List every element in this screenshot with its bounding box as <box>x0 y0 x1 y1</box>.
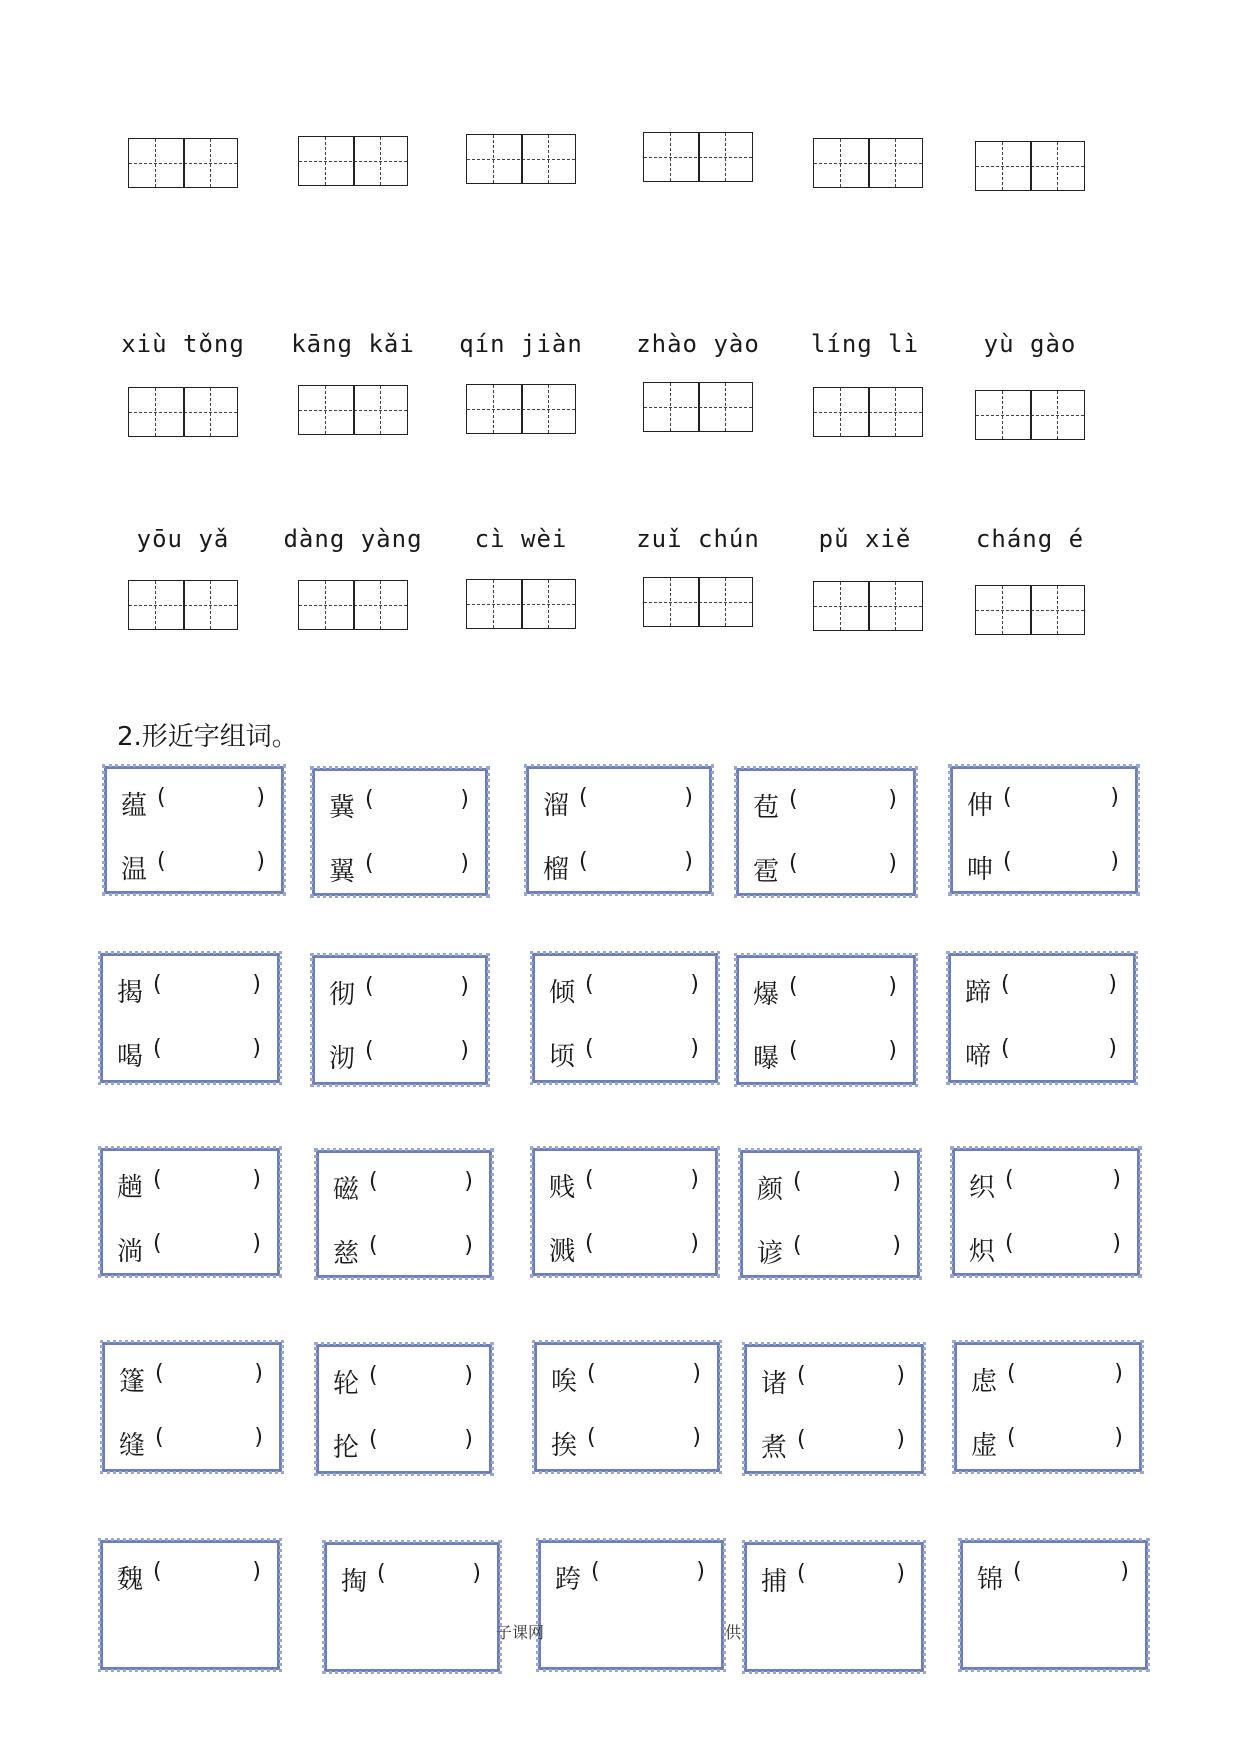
target-character: 曝 <box>753 1044 780 1074</box>
word-group-line[interactable] <box>753 851 903 885</box>
writing-grid[interactable] <box>298 385 408 435</box>
word-group-line[interactable] <box>967 849 1125 883</box>
answer-paren-open: ( <box>797 1363 806 1388</box>
answer-paren-open: ( <box>789 1038 798 1063</box>
answer-paren-open: ( <box>789 787 798 812</box>
target-character: 炽 <box>969 1237 996 1267</box>
word-group-box <box>740 1150 920 1278</box>
target-character: 锦 <box>977 1565 1004 1595</box>
word-group-line[interactable] <box>971 1361 1129 1395</box>
target-character: 挨 <box>551 1431 578 1461</box>
target-character: 煮 <box>761 1433 788 1463</box>
target-character: 趟 <box>117 1173 144 1203</box>
pinyin-label: zuǐ chún <box>636 525 760 553</box>
word-group-line[interactable] <box>977 1559 1135 1593</box>
writing-grid[interactable] <box>298 136 408 186</box>
answer-paren-open: ( <box>1005 1167 1014 1192</box>
word-group-line[interactable] <box>119 1425 269 1459</box>
writing-grid[interactable] <box>643 577 753 627</box>
answer-paren-open: ( <box>591 1559 600 1584</box>
word-group-box <box>316 1150 492 1278</box>
answer-paren-close: ) <box>254 1425 263 1450</box>
pinyin-label: zhào yào <box>636 330 760 358</box>
target-character: 捕 <box>761 1567 788 1597</box>
target-character: 顷 <box>549 1042 576 1072</box>
answer-paren-close: ) <box>896 1363 905 1388</box>
word-group-line[interactable] <box>757 1233 907 1267</box>
answer-paren-close: ) <box>690 1231 699 1256</box>
answer-paren-close: ) <box>690 972 699 997</box>
answer-paren-open: ( <box>585 1231 594 1256</box>
answer-paren-close: ) <box>1110 849 1119 874</box>
word-group-line[interactable] <box>965 1036 1123 1070</box>
target-character: 喝 <box>117 1042 144 1072</box>
word-group-line[interactable] <box>969 1167 1127 1201</box>
target-character: 冀 <box>329 793 356 823</box>
answer-paren-open: ( <box>365 851 374 876</box>
answer-paren-open: ( <box>585 1167 594 1192</box>
answer-paren-close: ) <box>256 849 265 874</box>
writing-grid[interactable] <box>813 581 923 631</box>
target-character: 跨 <box>555 1565 582 1595</box>
answer-paren-close: ) <box>464 1427 473 1452</box>
answer-paren-open: ( <box>587 1361 596 1386</box>
word-group-line[interactable] <box>543 849 699 883</box>
answer-paren-open: ( <box>153 972 162 997</box>
writing-grid[interactable] <box>813 387 923 437</box>
word-group-line[interactable] <box>549 1231 705 1265</box>
answer-paren-close: ) <box>692 1361 701 1386</box>
word-group-box <box>948 953 1136 1083</box>
word-group-line[interactable] <box>761 1363 911 1397</box>
word-group-line[interactable] <box>549 972 705 1006</box>
word-group-line[interactable] <box>969 1231 1127 1265</box>
writing-grid[interactable] <box>466 579 576 629</box>
target-character: 磁 <box>333 1175 360 1205</box>
word-group-box <box>104 766 284 894</box>
answer-paren-close: ) <box>888 974 897 999</box>
pinyin-label: yōu yǎ <box>136 525 230 553</box>
answer-paren-open: ( <box>365 787 374 812</box>
answer-paren-close: ) <box>888 787 897 812</box>
word-group-box <box>744 1542 924 1672</box>
target-character: 溅 <box>549 1237 576 1267</box>
word-group-line[interactable] <box>753 974 903 1008</box>
target-character: 温 <box>121 855 148 885</box>
word-group-line[interactable] <box>117 1167 267 1201</box>
answer-paren-close: ) <box>460 1038 469 1063</box>
writing-grid[interactable] <box>975 390 1085 440</box>
answer-paren-close: ) <box>690 1036 699 1061</box>
word-group-box <box>952 1148 1140 1276</box>
target-character: 雹 <box>753 857 780 887</box>
target-character: 虚 <box>971 1431 998 1461</box>
answer-paren-close: ) <box>252 1036 261 1061</box>
word-group-line[interactable] <box>333 1427 479 1461</box>
word-group-box <box>744 1344 924 1474</box>
answer-paren-open: ( <box>1003 849 1012 874</box>
word-group-line[interactable] <box>333 1363 479 1397</box>
target-character: 彻 <box>329 980 356 1010</box>
answer-paren-open: ( <box>369 1169 378 1194</box>
pinyin-label: xiù tǒng <box>121 330 245 358</box>
answer-paren-close: ) <box>1110 785 1119 810</box>
target-character: 淌 <box>117 1237 144 1267</box>
answer-paren-close: ) <box>464 1233 473 1258</box>
pinyin-label: líng lì <box>810 330 920 358</box>
word-group-box <box>960 1540 1148 1670</box>
target-character: 颜 <box>757 1175 784 1205</box>
word-group-box <box>532 953 718 1083</box>
answer-paren-close: ) <box>252 1559 261 1584</box>
writing-grid[interactable] <box>643 132 753 182</box>
answer-paren-open: ( <box>579 849 588 874</box>
target-character: 蕴 <box>121 791 148 821</box>
word-group-line[interactable] <box>555 1559 711 1593</box>
answer-paren-close: ) <box>1114 1361 1123 1386</box>
answer-paren-open: ( <box>1007 1425 1016 1450</box>
answer-paren-open: ( <box>1013 1559 1022 1584</box>
answer-paren-open: ( <box>789 974 798 999</box>
word-group-line[interactable] <box>551 1425 707 1459</box>
word-group-box <box>954 1342 1142 1472</box>
pinyin-label: dàng yàng <box>283 525 423 553</box>
answer-paren-open: ( <box>153 1167 162 1192</box>
pinyin-label: qín jiàn <box>459 330 583 358</box>
word-group-line[interactable] <box>971 1425 1129 1459</box>
writing-grid[interactable] <box>466 384 576 434</box>
answer-paren-open: ( <box>157 849 166 874</box>
word-group-line[interactable] <box>329 787 475 821</box>
target-character: 诸 <box>761 1369 788 1399</box>
writing-grid[interactable] <box>975 585 1085 635</box>
answer-paren-close: ) <box>888 1038 897 1063</box>
word-group-box <box>950 766 1138 894</box>
pinyin-label: cì wèi <box>474 525 568 553</box>
word-group-box <box>736 768 916 896</box>
target-character: 轮 <box>333 1369 360 1399</box>
word-group-box <box>312 768 488 896</box>
target-character: 蹄 <box>965 978 992 1008</box>
target-character: 慈 <box>333 1239 360 1269</box>
pinyin-label: pǔ xiě <box>818 525 912 553</box>
target-character: 织 <box>969 1173 996 1203</box>
answer-paren-open: ( <box>789 851 798 876</box>
word-group-box <box>100 953 280 1083</box>
word-group-box <box>324 1542 500 1672</box>
word-group-line[interactable] <box>341 1561 487 1595</box>
target-character: 爆 <box>753 980 780 1010</box>
answer-paren-close: ) <box>464 1169 473 1194</box>
pinyin-label: kāng kǎi <box>291 330 415 358</box>
target-character: 缝 <box>119 1431 146 1461</box>
word-group-box <box>538 1540 724 1670</box>
word-group-line[interactable] <box>117 1231 267 1265</box>
answer-paren-close: ) <box>892 1169 901 1194</box>
word-group-box <box>102 1342 282 1472</box>
target-character: 掏 <box>341 1567 368 1597</box>
word-group-line[interactable] <box>117 1559 267 1593</box>
answer-paren-close: ) <box>896 1561 905 1586</box>
writing-grid[interactable] <box>128 138 238 188</box>
target-character: 溜 <box>543 791 570 821</box>
answer-paren-open: ( <box>1003 785 1012 810</box>
word-group-box <box>100 1540 280 1670</box>
answer-paren-open: ( <box>377 1561 386 1586</box>
writing-grid[interactable] <box>298 580 408 630</box>
target-character: 苞 <box>753 793 780 823</box>
answer-paren-close: ) <box>692 1425 701 1450</box>
word-group-line[interactable] <box>329 851 475 885</box>
target-character: 榴 <box>543 855 570 885</box>
word-group-line[interactable] <box>121 849 271 883</box>
target-character: 翼 <box>329 857 356 887</box>
answer-paren-close: ) <box>1108 1036 1117 1061</box>
word-group-line[interactable] <box>761 1427 911 1461</box>
word-group-box <box>526 766 712 894</box>
answer-paren-close: ) <box>252 972 261 997</box>
target-character: 篷 <box>119 1367 146 1397</box>
answer-paren-close: ) <box>684 785 693 810</box>
answer-paren-close: ) <box>684 849 693 874</box>
answer-paren-close: ) <box>252 1167 261 1192</box>
word-group-line[interactable] <box>121 785 271 819</box>
section-title: 2.形近字组词。 <box>117 722 298 752</box>
target-character: 啼 <box>965 1042 992 1072</box>
answer-paren-open: ( <box>369 1363 378 1388</box>
target-character: 虑 <box>971 1367 998 1397</box>
footer-text-right: 供 <box>725 1623 742 1642</box>
answer-paren-open: ( <box>587 1425 596 1450</box>
answer-paren-open: ( <box>153 1231 162 1256</box>
answer-paren-close: ) <box>460 974 469 999</box>
word-group-box <box>532 1148 718 1276</box>
answer-paren-open: ( <box>585 972 594 997</box>
word-group-line[interactable] <box>753 1038 903 1072</box>
answer-paren-close: ) <box>1114 1425 1123 1450</box>
word-group-box <box>736 955 916 1085</box>
answer-paren-open: ( <box>1001 972 1010 997</box>
target-character: 倾 <box>549 978 576 1008</box>
writing-grid[interactable] <box>128 387 238 437</box>
answer-paren-close: ) <box>896 1427 905 1452</box>
answer-paren-close: ) <box>1112 1231 1121 1256</box>
answer-paren-open: ( <box>579 785 588 810</box>
answer-paren-close: ) <box>690 1167 699 1192</box>
writing-grid[interactable] <box>813 138 923 188</box>
footer-text-left: 子课网 <box>496 1623 545 1642</box>
answer-paren-close: ) <box>1120 1559 1129 1584</box>
pinyin-label: cháng é <box>975 525 1085 553</box>
answer-paren-close: ) <box>460 787 469 812</box>
target-character: 贱 <box>549 1173 576 1203</box>
word-group-line[interactable] <box>333 1233 479 1267</box>
word-group-line[interactable] <box>761 1561 911 1595</box>
answer-paren-open: ( <box>585 1036 594 1061</box>
word-group-line[interactable] <box>757 1169 907 1203</box>
pinyin-label: yù gào <box>983 330 1077 358</box>
word-group-line[interactable] <box>965 972 1123 1006</box>
answer-paren-close: ) <box>256 785 265 810</box>
answer-paren-open: ( <box>1007 1361 1016 1386</box>
word-group-line[interactable] <box>329 1038 475 1072</box>
answer-paren-open: ( <box>155 1361 164 1386</box>
writing-grid[interactable] <box>975 141 1085 191</box>
word-group-box <box>100 1148 280 1276</box>
target-character: 魏 <box>117 1565 144 1595</box>
writing-grid[interactable] <box>466 134 576 184</box>
word-group-line[interactable] <box>549 1167 705 1201</box>
answer-paren-close: ) <box>1108 972 1117 997</box>
writing-grid[interactable] <box>128 580 238 630</box>
target-character: 谚 <box>757 1239 784 1269</box>
answer-paren-close: ) <box>252 1231 261 1256</box>
word-group-box <box>316 1344 492 1474</box>
target-character: 呻 <box>967 855 994 885</box>
word-group-line[interactable] <box>333 1169 479 1203</box>
word-group-line[interactable] <box>543 785 699 819</box>
word-group-box <box>312 955 488 1085</box>
answer-paren-close: ) <box>254 1361 263 1386</box>
answer-paren-open: ( <box>797 1427 806 1452</box>
answer-paren-close: ) <box>460 851 469 876</box>
word-group-line[interactable] <box>119 1361 269 1395</box>
word-group-line[interactable] <box>753 787 903 821</box>
target-character: 伸 <box>967 791 994 821</box>
answer-paren-close: ) <box>1112 1167 1121 1192</box>
word-group-line[interactable] <box>117 972 267 1006</box>
writing-grid[interactable] <box>643 382 753 432</box>
word-group-line[interactable] <box>967 785 1125 819</box>
answer-paren-close: ) <box>892 1233 901 1258</box>
word-group-line[interactable] <box>551 1361 707 1395</box>
target-character: 揭 <box>117 978 144 1008</box>
answer-paren-open: ( <box>797 1561 806 1586</box>
target-character: 抡 <box>333 1433 360 1463</box>
answer-paren-open: ( <box>153 1559 162 1584</box>
answer-paren-open: ( <box>153 1036 162 1061</box>
answer-paren-open: ( <box>793 1169 802 1194</box>
target-character: 沏 <box>329 1044 356 1074</box>
answer-paren-open: ( <box>157 785 166 810</box>
answer-paren-open: ( <box>1001 1036 1010 1061</box>
word-group-line[interactable] <box>329 974 475 1008</box>
answer-paren-open: ( <box>1005 1231 1014 1256</box>
answer-paren-close: ) <box>888 851 897 876</box>
answer-paren-open: ( <box>365 1038 374 1063</box>
answer-paren-open: ( <box>365 974 374 999</box>
answer-paren-close: ) <box>696 1559 705 1584</box>
answer-paren-close: ) <box>464 1363 473 1388</box>
word-group-line[interactable] <box>549 1036 705 1070</box>
answer-paren-open: ( <box>369 1427 378 1452</box>
answer-paren-open: ( <box>155 1425 164 1450</box>
answer-paren-open: ( <box>793 1233 802 1258</box>
word-group-line[interactable] <box>117 1036 267 1070</box>
answer-paren-close: ) <box>472 1561 481 1586</box>
answer-paren-open: ( <box>369 1233 378 1258</box>
word-group-box <box>534 1342 720 1472</box>
target-character: 唉 <box>551 1367 578 1397</box>
